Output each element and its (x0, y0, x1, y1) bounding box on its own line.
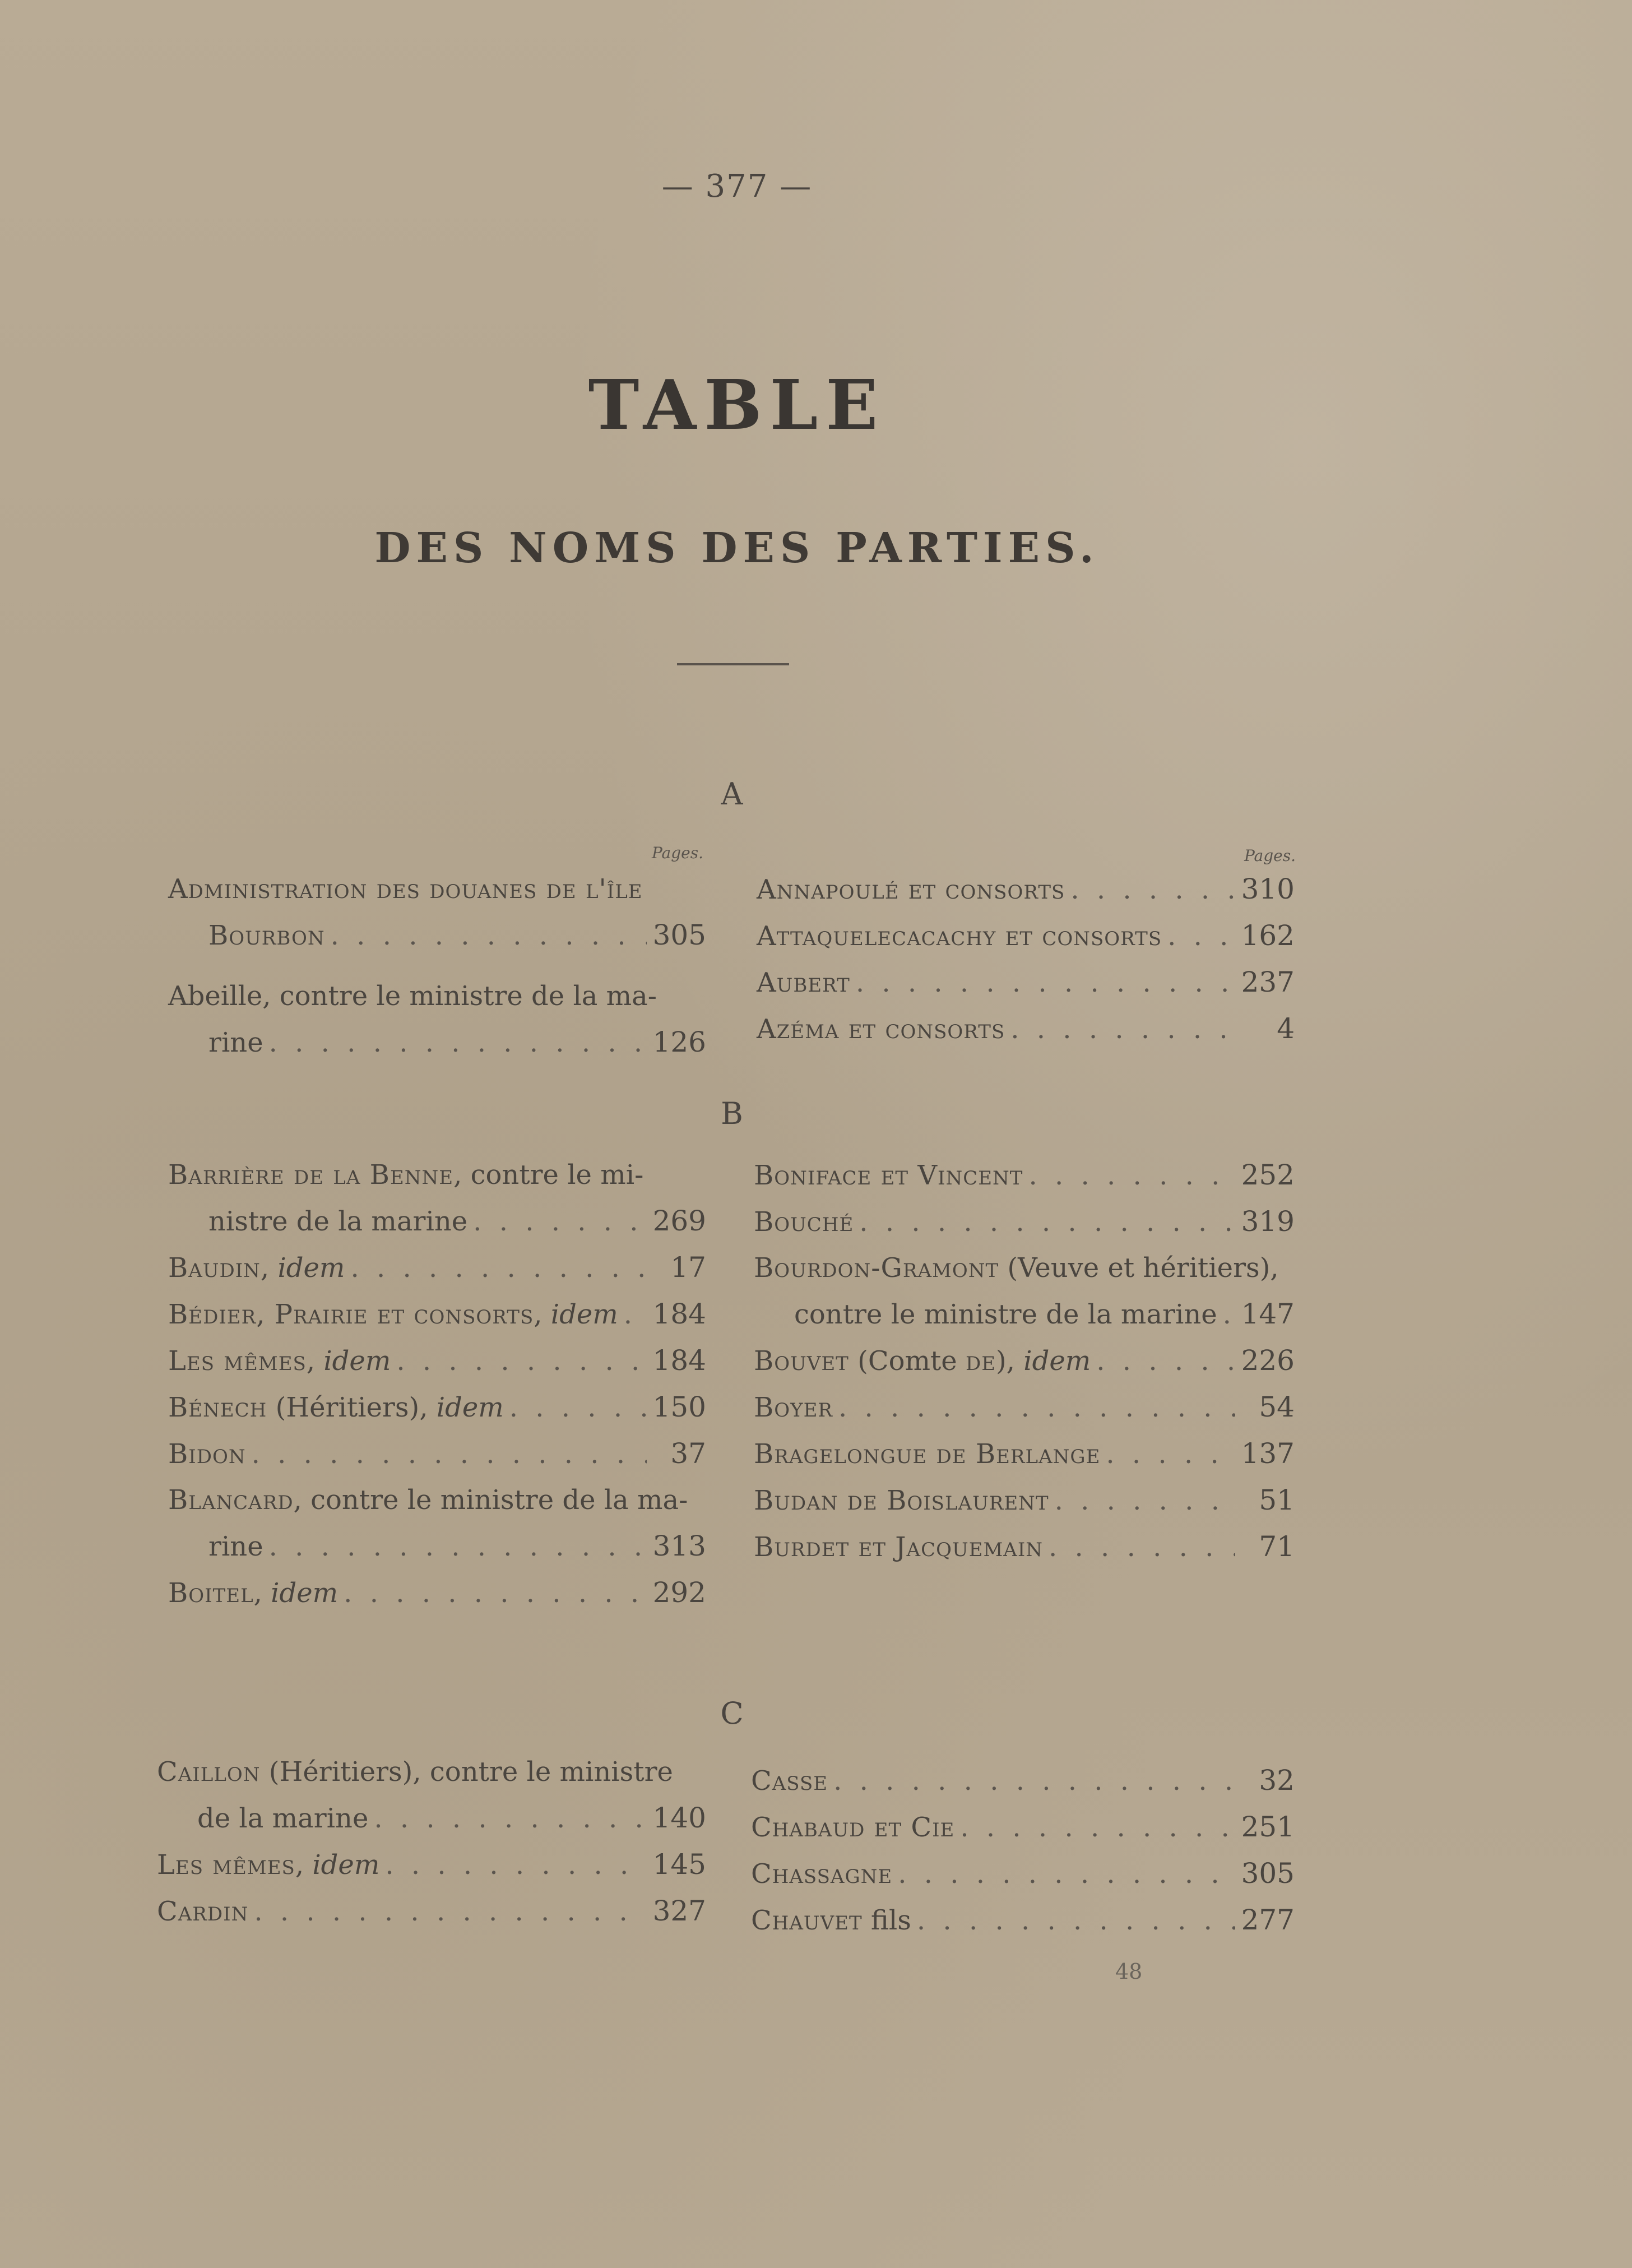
list-item: Les mêmes, idem . . . 184 (168, 1337, 706, 1384)
title-divider (677, 663, 789, 665)
list-item: Bouvet (Comte de), idem . . . 226 (754, 1337, 1295, 1384)
page-number: — 377 — (661, 168, 813, 205)
page-subtitle: DES NOMS DES PARTIES. (374, 524, 1100, 572)
list-item: Caillon (Héritiers), contre le ministre de la marine . . . 140 (157, 1749, 706, 1841)
list-item: Bragelongue de Berlange . . . 137 (754, 1431, 1295, 1477)
list-item: Chassagne . . . 305 (751, 1850, 1295, 1897)
list-item: Azéma et consorts . . . 4 (757, 1006, 1295, 1052)
pages-label-right: Pages. (1244, 846, 1296, 865)
section-letter-b: B (721, 1096, 743, 1131)
list-item: Cardin . . . 327 (157, 1888, 706, 1934)
section-b-right-column (754, 1152, 1295, 1570)
list-item: Bédier, Prairie et consorts, idem . . . 184 (168, 1291, 706, 1337)
list-item: Bouché . . . 319 (754, 1198, 1295, 1245)
list-item: Attaquelecacachy et consorts . . . 162 (757, 913, 1295, 959)
section-c-right-column (751, 1757, 1295, 1943)
list-item: Blancard, contre le ministre de la ma- rine . . . 313 (168, 1477, 706, 1570)
list-item: Administration des douanes de l'île Bourbon . . . 305 (168, 866, 706, 959)
list-item: Aubert . . . 237 (757, 959, 1295, 1006)
list-item: Abeille, contre le ministre de la ma- rine . . . 126 (168, 973, 706, 1066)
section-c-left-column (157, 1749, 706, 1934)
list-item: Bidon . . . 37 (168, 1431, 706, 1477)
list-item: Annapoulé et consorts . . . 310 (757, 866, 1295, 913)
list-item: Budan de Boislaurent . . . 51 (754, 1477, 1295, 1524)
list-item: Chauvet fils . . . 277 (751, 1897, 1295, 1943)
list-item: Barrière de la Benne, contre le mi- nistre de la marine . . . 269 (168, 1152, 706, 1244)
section-a-right-column (757, 866, 1295, 1052)
list-item: Casse . . . 32 (751, 1757, 1295, 1804)
page-title: TABLE (588, 364, 886, 445)
list-item: Boyer . . . 54 (754, 1384, 1295, 1431)
list-item: Baudin, idem . . . 17 (168, 1244, 706, 1291)
pages-label-left: Pages. (651, 844, 703, 862)
list-item: Les mêmes, idem . . . 145 (157, 1841, 706, 1888)
section-b-left-column (168, 1152, 706, 1616)
list-item: Boitel, idem . . . 292 (168, 1570, 706, 1616)
signature-folio: 48 (1115, 1959, 1143, 1984)
list-item: Boniface et Vincent . . . 252 (754, 1152, 1295, 1198)
section-letter-a: A (721, 776, 743, 812)
section-a-left-column (168, 866, 706, 1066)
list-item: Bourdon-Gramont (Veuve et héritiers), contre le ministre de la marine . . . 147 (754, 1245, 1295, 1337)
list-item: Chabaud et Cie . . . 251 (751, 1804, 1295, 1850)
list-item: Burdet et Jacquemain . . . 71 (754, 1524, 1295, 1570)
list-item: Bénech (Héritiers), idem . . . 150 (168, 1384, 706, 1431)
section-letter-c: C (720, 1696, 744, 1731)
